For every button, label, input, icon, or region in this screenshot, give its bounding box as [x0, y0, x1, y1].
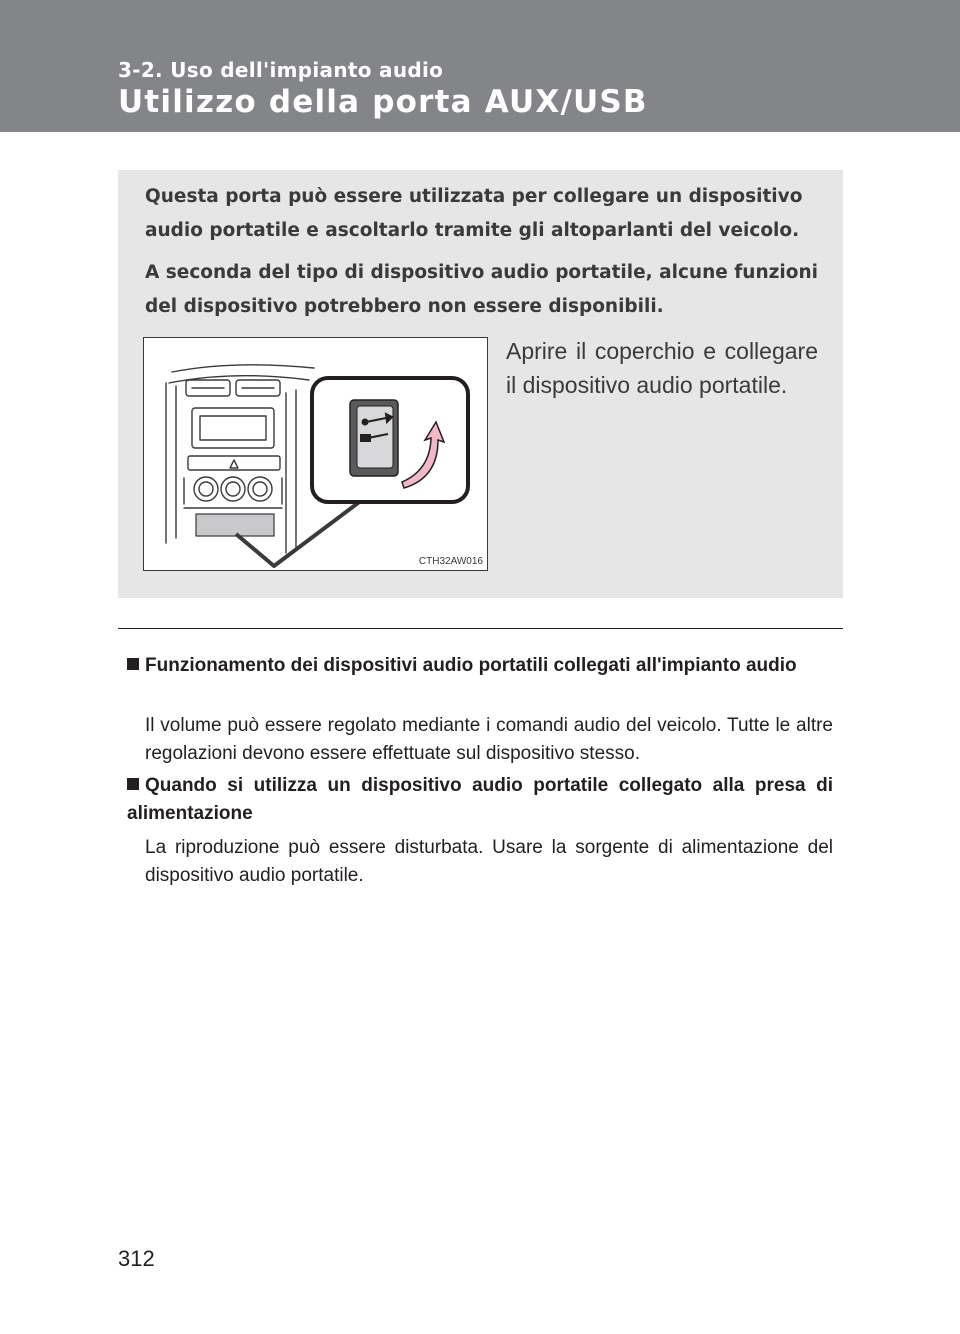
- left-climate-knob: [194, 477, 218, 501]
- note-heading-2: [127, 772, 833, 828]
- usb-port-illustration: [143, 337, 488, 571]
- intro-paragraph-1: Questa porta può essere utilizzata per collegare un dispositivo audio portatile e ascoltarlo tramite gli altoparlanti del veicolo.: [145, 186, 803, 241]
- note-heading-text: Quando si utilizza un dispositivo audio portatile collegato alla presa di alimentazione: [127, 775, 833, 824]
- note-body-1: Il volume può essere regolato mediante i comandi audio del veicolo. Tutte le altre regolazioni devono essere effettuate sul dispositivo stesso.: [145, 715, 833, 764]
- note-heading-1: [127, 652, 833, 680]
- page-title: Utilizzo della porta AUX/USB: [118, 84, 648, 120]
- step-instruction: Aprire il coperchio e collegare il dispositivo audio portatile.: [506, 338, 818, 398]
- page-header: [0, 0, 960, 132]
- note-heading-text: Funzionamento dei dispositivi audio portatili collegati all'impianto audio: [145, 655, 797, 676]
- dashboard-top-line: [172, 365, 314, 372]
- section-divider: [118, 628, 843, 629]
- bullet-square-icon: [127, 778, 139, 790]
- note-body-2: La riproduzione può essere disturbata. Usare la sorgente di alimentazione del dispositivo audio portatile.: [145, 837, 833, 886]
- right-climate-knob: [248, 477, 272, 501]
- page-number: 312: [118, 1246, 155, 1271]
- intro-paragraph-2: A seconda del tipo di dispositivo audio portatile, alcune funzioni del dispositivo potrebbero non essere disponibili.: [145, 262, 818, 317]
- bullet-square-icon: [127, 658, 139, 670]
- center-display: [192, 408, 274, 448]
- section-label: 3-2. Uso dell'impianto audio: [118, 58, 444, 82]
- figure-code: CTH32AW016: [418, 556, 483, 567]
- port-cover-area: [196, 514, 274, 536]
- center-climate-knob: [221, 477, 245, 501]
- dashboard-drawing: [144, 338, 487, 570]
